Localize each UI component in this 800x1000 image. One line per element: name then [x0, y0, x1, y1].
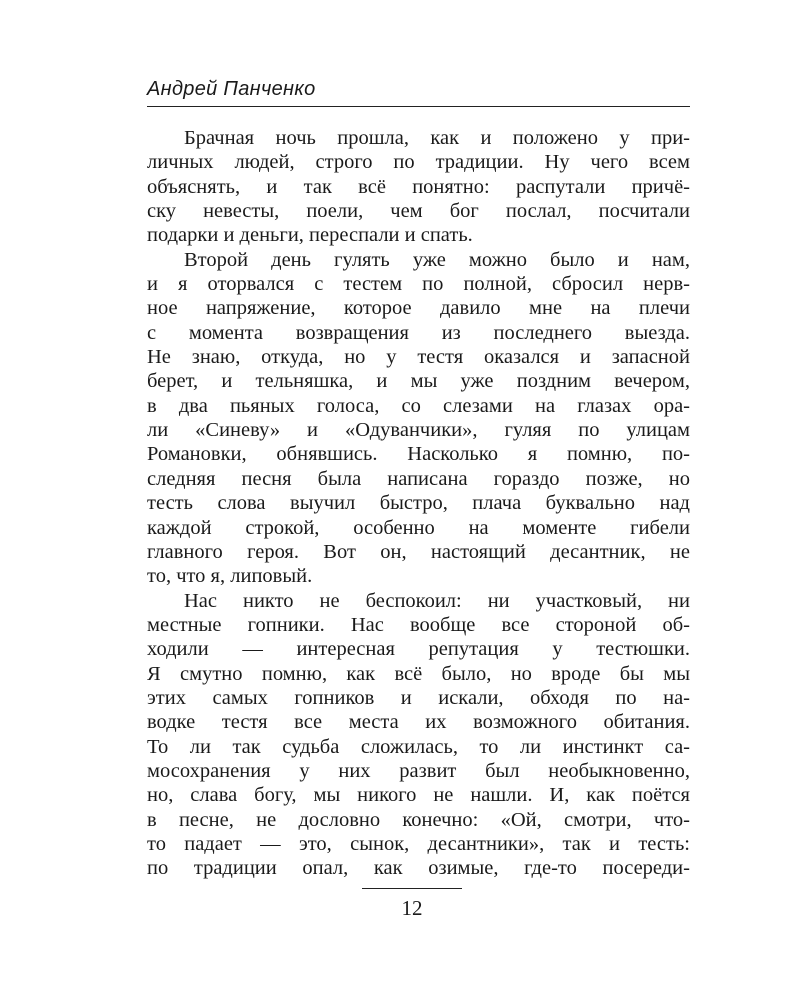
text-line: в песне, не дословно конечно: «Ой, смотри, что-	[147, 808, 690, 831]
text-line: То ли так судьба сложилась, то ли инстинкт са-	[147, 735, 690, 758]
text-line: водке тестя все места их возможного обитания.	[147, 711, 690, 734]
text-line: мосохранения у них развит был необыкновенно,	[147, 759, 690, 782]
text-line: местные гопники. Нас вообще все стороной об-	[147, 613, 690, 636]
text-line: объяснять, и так всё понятно: распутали причё-	[147, 175, 690, 198]
text-line: но, слава богу, мы никого не нашли. И, как поётся	[147, 784, 690, 807]
running-head-author: Андрей Панченко	[147, 78, 316, 100]
text-line: с момента возвращения из последнего выезда.	[147, 321, 690, 344]
text-line: ходили — интересная репутация у тестюшки.	[147, 638, 690, 661]
text-line: каждой строкой, особенно на моменте гибели	[147, 516, 690, 539]
text-line: ли «Синеву» и «Одуванчики», гуляя по улицам	[147, 419, 690, 442]
text-line: и я оторвался с тестем по полной, сбросил нерв-	[147, 273, 690, 296]
text-line: Не знаю, откуда, но у тестя оказался и запасной	[147, 346, 690, 369]
text-line: берет, и тельняшка, и мы уже поздним вечером,	[147, 370, 690, 393]
header-rule	[147, 106, 690, 107]
text-line: Нас никто не беспокоил: ни участковый, ни	[184, 589, 690, 612]
text-line: тесть слова выучил быстро, плача буквально над	[147, 492, 690, 515]
page-number: 12	[401, 896, 423, 920]
text-line: подарки и деньги, переспали и спать.	[147, 224, 473, 247]
footer-rule	[362, 888, 462, 889]
text-line: следняя песня была написана гораздо позже, но	[147, 467, 690, 490]
text-line: то, что я, липовый.	[147, 565, 313, 588]
text-line: в два пьяных голоса, со слезами на глазах ора-	[147, 394, 690, 417]
text-line: этих самых гопников и искали, обходя по на-	[147, 686, 690, 709]
text-line: главного героя. Вот он, настоящий десантник, не	[147, 540, 690, 563]
text-line: Второй день гулять уже можно было и нам,	[184, 248, 690, 271]
text-line: то падает — это, сынок, десантники», так и тесть:	[147, 832, 690, 855]
text-line: личных людей, строго по традиции. Ну чего всем	[147, 151, 690, 174]
text-line: Романовки, обнявшись. Насколько я помню, по-	[147, 443, 690, 466]
text-line: ное напряжение, которое давило мне на плечи	[147, 297, 690, 320]
text-line: Брачная ночь прошла, как и положено у при-	[184, 127, 690, 149]
body-text	[147, 126, 690, 881]
text-line: Я смутно помню, как всё было, но вроде бы мы	[147, 662, 690, 685]
text-line: по традиции опал, как озимые, где-то посереди-	[147, 857, 690, 880]
text-line: ску невесты, поели, чем бог послал, посчитали	[147, 200, 690, 223]
